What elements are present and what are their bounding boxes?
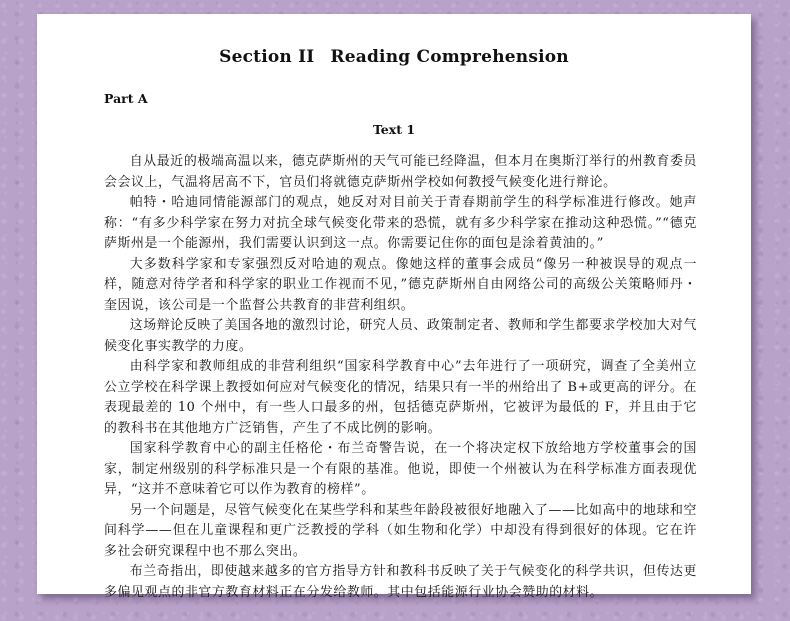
passage-paragraph: 帕特・哈迪同情能源部门的观点，她反对对目前关于青春期前学生的科学标准进行修改。她声称：“有多少科学家在努力对抗全球气候变化带来的恐慌，就有多少科学家在推动这种恐慌。”“德克萨斯州是一个能源州，我们需要认识到这一点。你需要记住你的面包是涂着黄油的。”: [104, 195, 697, 251]
text-label: Text 1: [372, 122, 416, 137]
passage-paragraph: 国家科学教育中心的副主任格伦・布兰奇警告说，在一个将决定权下放给地方学校董事会的国家，制定州级别的科学标准只是一个有限的基准。他说，即使一个州被认为在科学标准方面表现优异，“这并不意味着它可以作为教育的榜样”。: [104, 441, 697, 497]
passage-paragraph: 这场辩论反映了美国各地的激烈讨论，研究人员、政策制定者、教师和学生都要求学校加大对气候变化事实教学的力度。: [104, 318, 697, 354]
section-number: Section II: [219, 47, 315, 67]
section-name: Reading Comprehension: [330, 47, 569, 67]
section-title: [37, 47, 751, 67]
passage-paragraph: 自从最近的极端高温以来，德克萨斯州的天气可能已经降温，但本月在奥斯汀举行的州教育委员会会议上，气温将居高不下，官员们将就德克萨斯州学校如何教授气候变化进行辩论。: [104, 154, 697, 190]
passage-paragraph: 布兰奇指出，即使越来越多的官方指导方针和教科书反映了关于气候变化的科学共识，但传达更多偏见观点的非官方教育材料正在分发给教师。其中包括能源行业协会赞助的材料。: [104, 564, 697, 600]
exam-page: [37, 14, 751, 600]
passage-paragraph: 另一个问题是，尽管气候变化在某些学科和某些年龄段被很好地融入了——比如高中的地球和空间科学——但在儿童课程和更广泛教授的学科（如生物和化学）中却没有得到很好的体现。它在许多社会研究课程中也不那么突出。: [104, 502, 697, 559]
part-label: Part A: [104, 91, 148, 106]
reading-passage: [104, 152, 697, 603]
passage-paragraph: 大多数科学家和专家强烈反对哈迪的观点。像她这样的董事会成员“像另一种被误导的观点一样，随意对待学者和科学家的职业工作视而不见，”德克萨斯州自由网络公司的高级公关策略师丹・奎因说，该公司是一个监督公共教育的非营利组织。: [104, 256, 697, 313]
passage-paragraph: 由科学家和教师组成的非营利组织“国家科学教育中心”去年进行了一项研究，调查了全美州立公立学校在科学课上教授如何应对气候变化的情况，结果只有一半的州给出了 B+或更高的评分。在表现最差的 10 个州中，有一些人口最多的州，包括德克萨斯州，它被评为最低的 F，并且由于它的教科书在其他地方广泛销售，产生了不成比例的影响。: [104, 359, 697, 436]
